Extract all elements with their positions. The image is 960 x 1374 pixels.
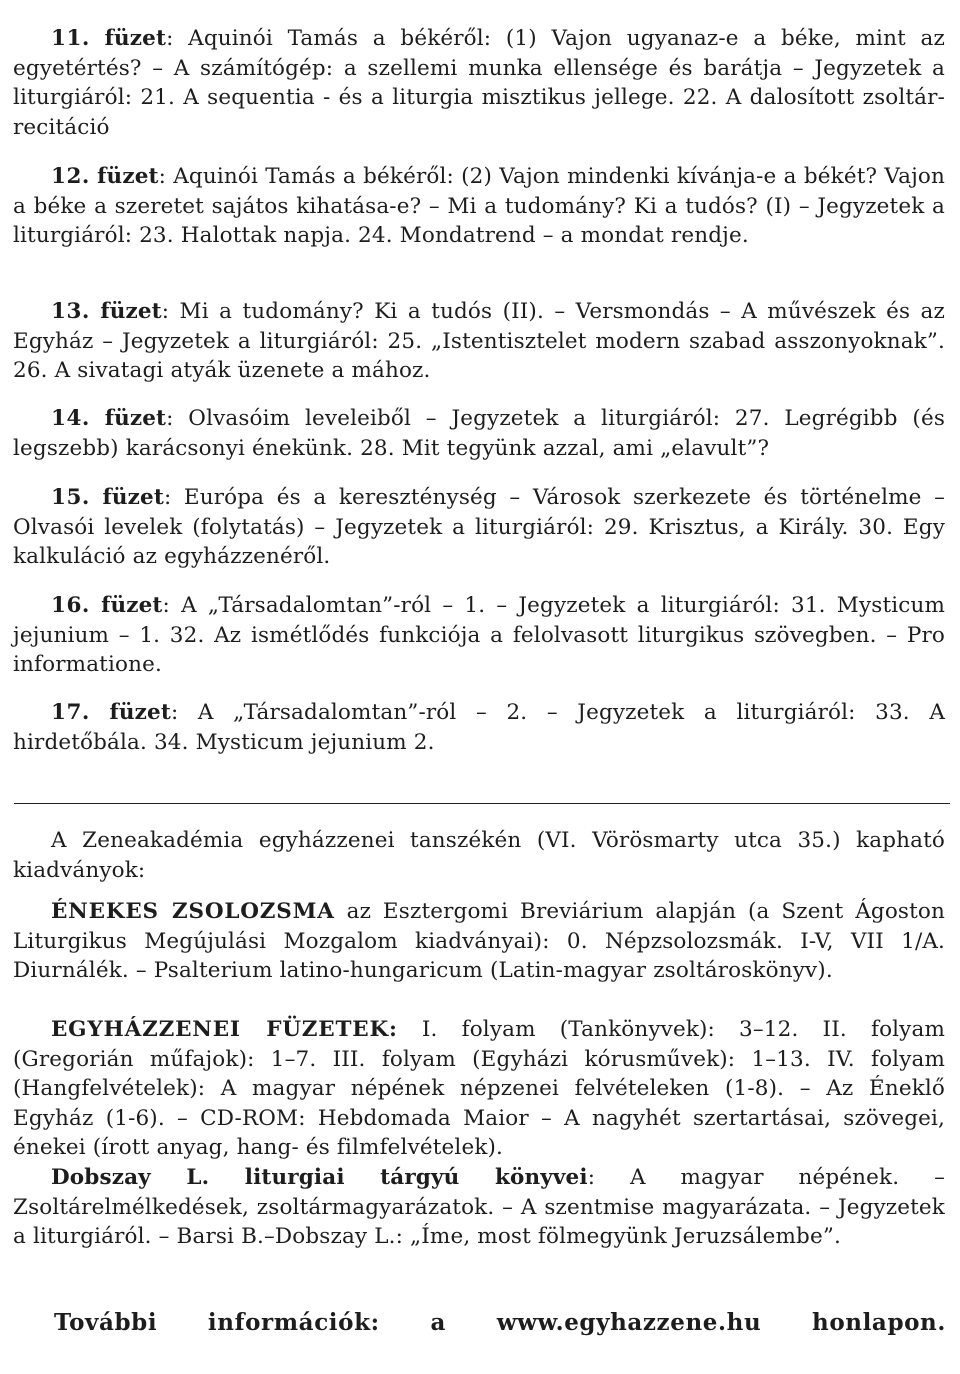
issue-11-entry — [13, 24, 945, 142]
publication-enekes-zsolozsma-heading: ÉNEKES ZSOLOZSMA — [51, 899, 335, 924]
issue-14-label: füzet — [104, 406, 167, 431]
publication-egyhazzenei-fuzetek — [13, 1015, 945, 1163]
publication-dobszay-books — [13, 1163, 945, 1252]
publication-enekes-zsolozsma-text: az Esztergomi Breviárium alapján (a Szent Ágoston Liturgikus Megújulási Mozgalom kiadványai): 0. Népzsolozsmák. I-V, VII 1/A. Diurnálék. – Psalterium latino-hungaricum (Latin-magyar zsoltároskönyv). — [13, 899, 945, 983]
issue-17-label: füzet — [109, 700, 171, 725]
issue-15-text: : Európa és a kereszténység – Városok szerkezete és történelme – Olvasói levelek (folytatás) – Jegyzetek a liturgiáról: 29. Krisztus, a Király. 30. Egy kalkuláció az egyházzenéről. — [13, 485, 946, 569]
issue-12-entry — [13, 162, 945, 251]
issue-14-entry — [13, 404, 945, 463]
issue-17-number: 17. — [51, 700, 90, 725]
issue-15-entry — [13, 483, 945, 572]
issue-17-entry — [13, 698, 945, 757]
issue-12-label: füzet — [97, 164, 159, 189]
issue-16-number: 16. — [51, 593, 90, 618]
publication-dobszay-books-text: : A magyar népének. – Zsoltárelmélkedések, zsoltármagyarázatok. – A szentmise magyarázata. – Jegyzetek a liturgiáról. – Barsi B.–Dobszay L.: „Íme, most fölmegyünk Jeruzsálembe”. — [13, 1165, 945, 1249]
issue-12-number: 12. — [51, 164, 90, 189]
issue-15-label: füzet — [102, 485, 164, 510]
publications-intro: A Zeneakadémia egyházzenei tanszékén (VI. Vörösmarty utca 35.) kapható kiadványok: — [13, 828, 945, 883]
issue-13-label: füzet — [100, 299, 162, 324]
issue-12-text: : Aquinói Tamás a békéről: (2) Vajon mindenki kívánja-e a békét? Vajon a béke a szeretet sajátos kihatása-e? – Mi a tudomány? Ki a tudós? (I) – Jegyzetek a liturgiáról: 23. Halottak napja. 24. Mondatrend – a mondat rendje. — [13, 164, 945, 248]
issue-16-label: füzet — [101, 593, 163, 618]
issue-15-number: 15. — [51, 485, 90, 510]
publication-egyhazzenei-fuzetek-heading: EGYHÁZZENEI FÜZETEK: — [51, 1017, 398, 1042]
issue-11-text: : Aquinói Tamás a békéről: (1) Vajon ugyanaz-e a béke, mint az egyetértés? – A számítógép: a szellemi munka ellensége és barátja – Jegyzetek a liturgiáról: 21. A sequentia - és a liturgia misztikus jellege. 22. A dalosított zsoltár-recitáció — [13, 26, 946, 140]
issue-11-label: füzet — [104, 26, 167, 51]
issue-14-number: 14. — [51, 406, 90, 431]
issue-16-entry — [13, 591, 945, 680]
publication-egyhazzenei-fuzetek-text: I. folyam (Tankönyvek): 3–12. II. folyam (Gregorián műfajok): 1–7. III. folyam (Egyházi kórusművek): 1–13. IV. folyam (Hangfelvételek): A magyar népének népzenei felvételeken (1-8). – Az Éneklő Egyház (1-6). – CD-ROM: Hebdomada Maior – A nagyhét szertartásai, szövegei, énekei (írott anyag, hang- és filmfelvételek). — [13, 1017, 945, 1160]
publication-enekes-zsolozsma — [13, 897, 945, 986]
issue-17-text: : A „Társadalomtan”-ról – 2. – Jegyzetek a liturgiáról: 33. A hirdetőbála. 34. Mysticum jejunium 2. — [13, 700, 946, 755]
issue-13-number: 13. — [51, 299, 90, 324]
issue-13-text: : Mi a tudomány? Ki a tudós (II). – Versmondás – A művészek és az Egyház – Jegyzetek a liturgiáról: 25. „Istentisztelet modern szabad asszonyoknak”. 26. A sivatagi atyák üzenete a mához. — [13, 299, 946, 383]
footer-more-info: További információk: a www.egyhazzene.hu honlapon. — [54, 1309, 946, 1336]
issue-11-number: 11. — [51, 26, 90, 51]
publication-dobszay-books-heading: Dobszay L. liturgiai tárgyú könyvei — [51, 1165, 588, 1190]
section-divider — [14, 803, 950, 804]
issue-13-entry — [13, 297, 945, 386]
issue-16-text: : A „Társadalomtan”-ról – 1. – Jegyzetek a liturgiáról: 31. Mysticum jejunium – 1. 32. Az ismétlődés funkciója a felolvasott liturgikus szövegben. – Pro informatione. — [13, 593, 945, 677]
issue-14-text: : Olvasóim leveleiből – Jegyzetek a liturgiáról: 27. Legrégibb (és legszebb) karácsonyi énekünk. 28. Mit tegyünk azzal, ami „elavult”? — [13, 406, 946, 461]
